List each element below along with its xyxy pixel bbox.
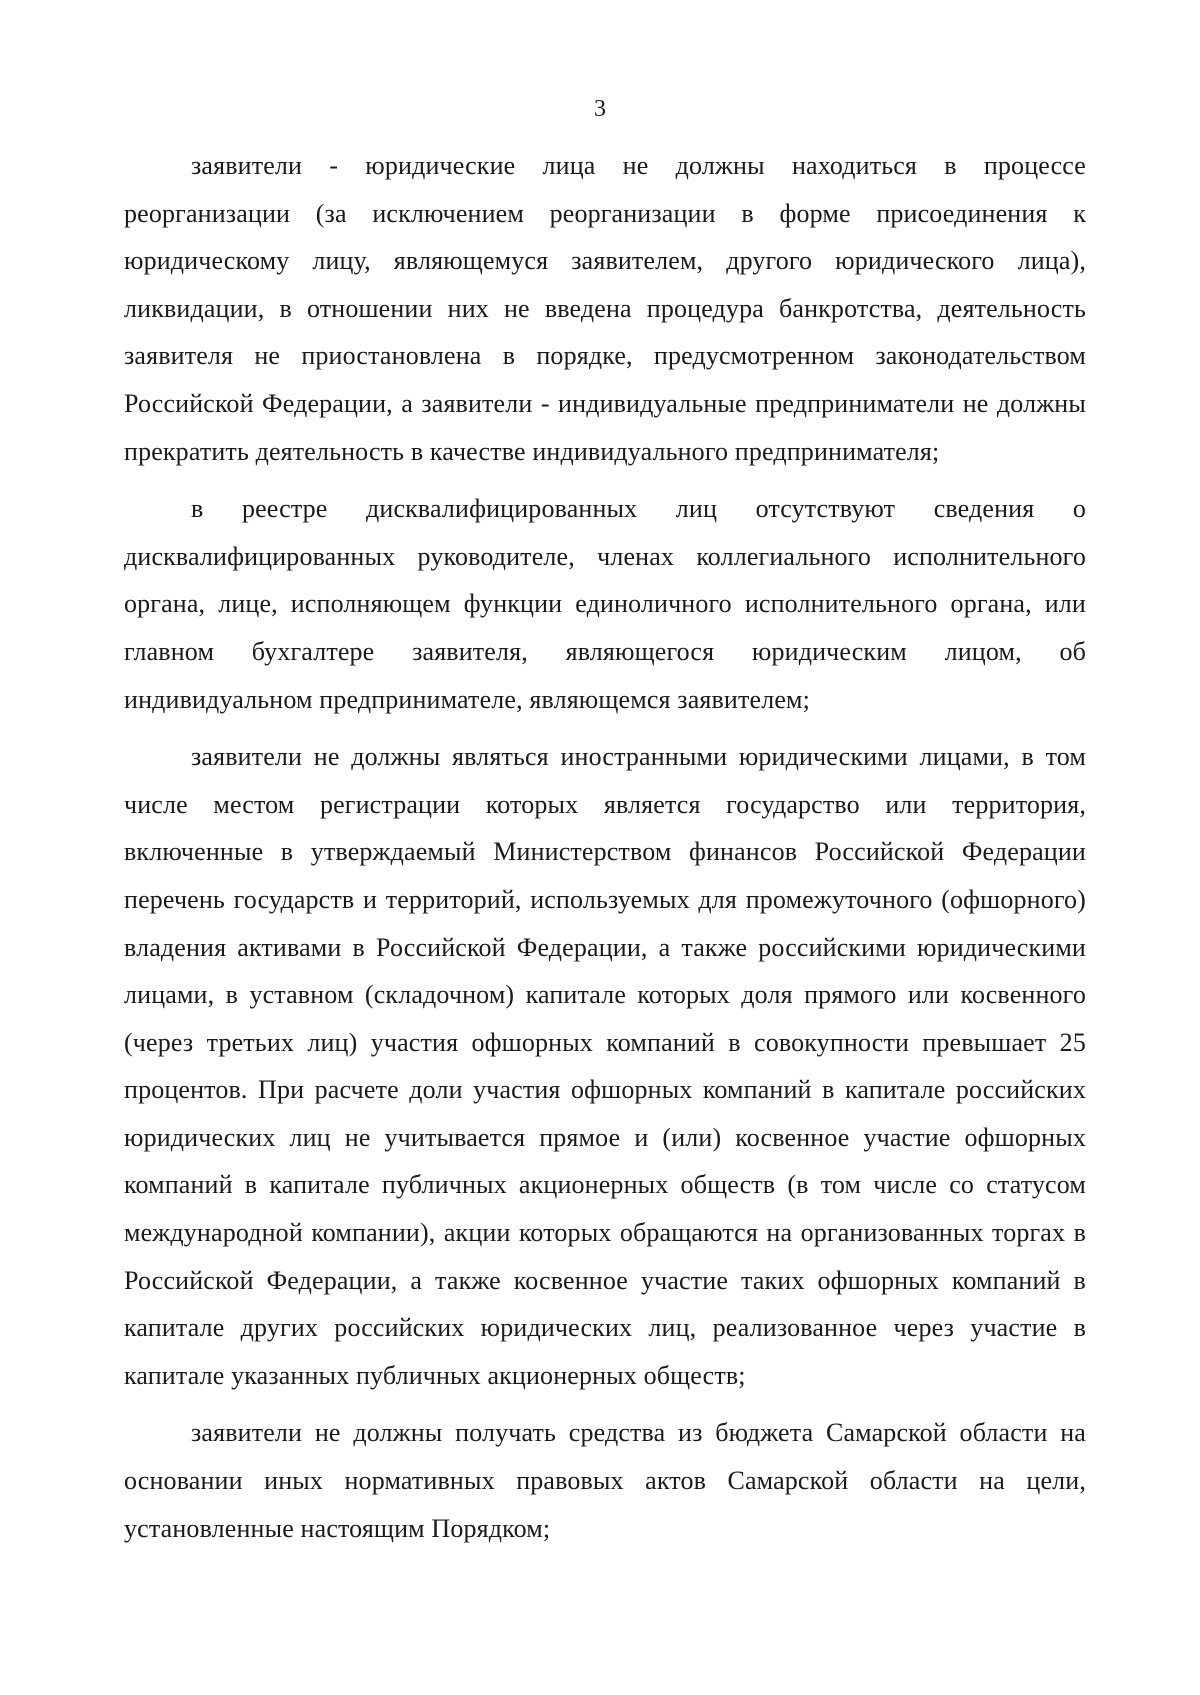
paragraph-budget-funds: заявители не должны получать средства из бюджета Самарской области на основании иных нормативных правовых актов Самарской области на цели, установленные настоящим Порядком;: [124, 1418, 1086, 1543]
paragraph-foreign-entities: заявители не должны являться иностранными юридическими лицами, в том числе местом регистрации которых является государство или территория, включенные в утверждаемый Министерством финансов Российской Федерации перечень государств и территорий, используемых для промежуточного (офшорного) владения активами в Российской Федерации, а также российскими юридическими лицами, в уставном (складочном) капитале которых доля прямого или косвенного (через третьих лиц) участия офшорных компаний в совокупности превышает 25 процентов. При расчете доли участия офшорных компаний в капитале российских юридических лиц не учитывается прямое и (или) косвенное участие офшорных компаний в капитале публичных акционерных обществ (в том числе со статусом международной компании), акции которых обращаются на организованных торгах в Российской Федерации, а также косвенное участие таких офшорных компаний в капитале других российских юридических лиц, реализованное через участие в капитале указанных публичных акционерных обществ;: [124, 742, 1086, 1390]
paragraph-reorganization-requirement: заявители - юридические лица не должны находиться в процессе реорганизации (за исключением реорганизации в форме присоединения к юридическому лицу, являющемуся заявителем, другого юридического лица), ликвидации, в отношении них не введена процедура банкротства, деятельность заявителя не приостановлена в порядке, предусмотренном законодательством Российской Федерации, а заявители - индивидуальные предприниматели не должны прекратить деятельность в качестве индивидуального предпринимателя;: [124, 151, 1086, 466]
document-body: [124, 142, 1086, 1562]
paragraph-disqualified-persons: в реестре дисквалифицированных лиц отсутствуют сведения о дисквалифицированных руководителе, членах коллегиального исполнительного органа, лице, исполняющем функции единоличного исполнительного органа, или главном бухгалтере заявителя, являющегося юридическим лицом, об индивидуальном предпринимателе, являющемся заявителем;: [124, 494, 1086, 714]
page-number: 3: [594, 96, 606, 122]
